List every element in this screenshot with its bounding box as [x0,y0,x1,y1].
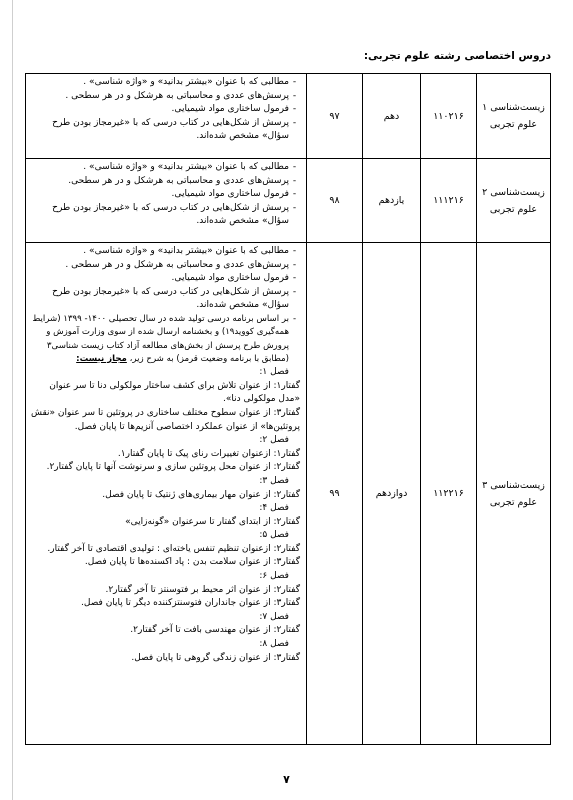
list-item: - مطالبی که با عنوان «بیشتر بدانید» و «واژه شناسی» . [83,246,297,256]
list-item: - پرسش از شکل‌هایی در کتاب درسی که با «غیرمجاز بودن طرح سؤال» مشخص شده‌اند. [52,202,297,227]
page-edge-line [12,0,13,800]
table-row [26,159,551,243]
section-line: گفتار۲: از عنوان محل پروتئین سازی و سرنوشت آنها تا پایان گفتار۲. [46,462,300,473]
course-code-cell: ۱۱۱۲۱۶ [421,159,477,243]
not-allowed-label: مجاز نیست: [76,353,127,364]
list-item: - بر اساس برنامه درسی تولید شده در سال تحصیلی ۱۴۰۰- ۱۳۹۹ (شرایط همه‌گیری کووید۱۹) و بخشنامه ارسال شده از سوی وزارت آموزش و پرورش طرح پرسش از بخش‌های مطالعه آزاد کتاب زیست شناسی۳ (مطابق با برنامه وضعیت قرمز) به شرح زیر، مجاز نیست: [32,313,297,364]
course-field: علوم تجربی [489,203,538,215]
chapter-title: فصل ۴: [259,503,289,514]
course-name: زیست‌شناسی ۳ [482,479,545,491]
section-line: گفتار۲: از عنوان اثر محیط بر فتوسنتز تا آخر گفتار۲. [105,584,300,595]
list-item: - مطالبی که با عنوان «بیشتر بدانید» و «واژه شناسی» . [83,162,297,172]
list-item: - مطالبی که با عنوان «بیشتر بدانید» و «واژه شناسی» . [83,77,297,87]
section-line: گفتار۲: از عنوان مهار بیماری‌های ژنتیک تا پایان فصل. [102,489,300,500]
section-line: گفتار۳: از عنوان سطوح مختلف ساختاری در پروتئین تا سر عنوان «نقش پروتئین‌ها» از عنوان عملکرد اختصاصی آنزیم‌ها تا پایان فصل. [30,407,300,432]
course-name-cell [477,159,551,243]
course-name-cell [477,74,551,159]
course-field: علوم تجربی [489,496,538,508]
excluded-topics-cell [26,74,307,159]
list-item: - پرسش‌های عددی و محاسباتی به هرشکل و در هر سطحی. [68,175,297,186]
list-item: - فرمول ساختاری مواد شیمیایی. [171,104,297,115]
curriculum-table [25,73,551,745]
grade-cell: دهم [363,74,421,159]
covid-note: بر اساس برنامه درسی تولید شده در سال تحصیلی ۱۴۰۰- ۱۳۹۹ (شرایط همه‌گیری کووید۱۹) و بخشنامه ارسال شده از سوی وزارت آموزش و پرورش طرح پرسش از بخش‌های مطالعه آزاد کتاب زیست شناسی۳ [32,313,289,351]
list-item: - پرسش از شکل‌هایی در کتاب درسی که با «غیرمجاز بودن طرح سؤال» مشخص شده‌اند. [52,286,297,311]
table-row [26,243,551,745]
covid-note-tail: (مطابق با برنامه وضعیت قرمز) به شرح زیر، [126,353,289,364]
section-line: گفتار۱: ازعنوان تغییرات رنای پیک تا پایان گفتار۱. [117,448,300,459]
chapter-title: فصل ۵: [259,530,289,541]
chapter-title: فصل ۷: [259,611,289,622]
chapter-title: فصل ۶: [259,571,289,582]
chapter-title: فصل ۳: [259,475,289,486]
section-line: گفتار۳: از عنوان زندگی گروهی تا پایان فصل. [131,652,300,663]
course-name: زیست‌شناسی ۲ [482,186,545,198]
section-line: گفتار۱: از عنوان تلاش برای کشف ساختار مولکولی دنا تا سر عنوان «مدل مولکولی دنا». [49,380,300,405]
section-line: گفتار۳: از عنوان سلامت بدن : پاد اکسنده‌ها تا پایان فصل. [84,557,300,568]
section-line: گفتار۲: ازعنوان تنظیم تنفس یاخته‌ای : تولیدی اقتصادی تا آخر گفتار. [47,543,300,554]
list-item: - فرمول ساختاری مواد شیمیایی. [171,189,297,200]
list-item: - فرمول ساختاری مواد شیمیایی. [171,273,297,284]
course-field: علوم تجربی [489,119,538,130]
chapter-title: فصل ۲: [259,435,289,446]
list-item: - پرسش‌های عددی و محاسباتی به هرشکل و در هر سطحی . [65,90,297,101]
chapter-title: فصل ۸: [259,639,289,650]
excluded-topics-cell [26,159,307,243]
course-code-cell: ۱۱۲۲۱۶ [421,243,477,745]
page-cell: ۹۸ [307,159,363,243]
excluded-topics-cell [26,243,307,745]
course-code-cell: ۱۱۰۲۱۶ [421,74,477,159]
list-item: - پرسش از شکل‌هایی در کتاب درسی که با «غیرمجاز بودن طرح سؤال» مشخص شده‌اند. [52,117,297,142]
section-line: گفتار۲: از عنوان مهندسی بافت تا آخر گفتار۲. [130,625,300,636]
course-name-cell [477,243,551,745]
table-row [26,74,551,159]
page-cell: ۹۷ [307,74,363,159]
list-item: - پرسش‌های عددی و محاسباتی به هرشکل و در هر سطحی . [65,259,297,270]
course-name: زیست‌شناسی ۱ [482,102,545,113]
grade-cell: یازدهم [363,159,421,243]
section-line: گفتار۳: از عنوان جانداران فتوسنتزکننده دیگر تا پایان فصل. [81,598,300,609]
page-cell: ۹۹ [307,243,363,745]
section-line: گفتار۲: از ابتدای گفتار تا سرعنوان «گونه‌زایی» [125,516,300,527]
grade-cell: دوازدهم [363,243,421,745]
chapter-title: فصل ۱: [259,367,289,378]
section-heading: دروس اختصاصی رشته علوم تجربی: [363,50,551,62]
page-number: ۷ [283,773,290,786]
